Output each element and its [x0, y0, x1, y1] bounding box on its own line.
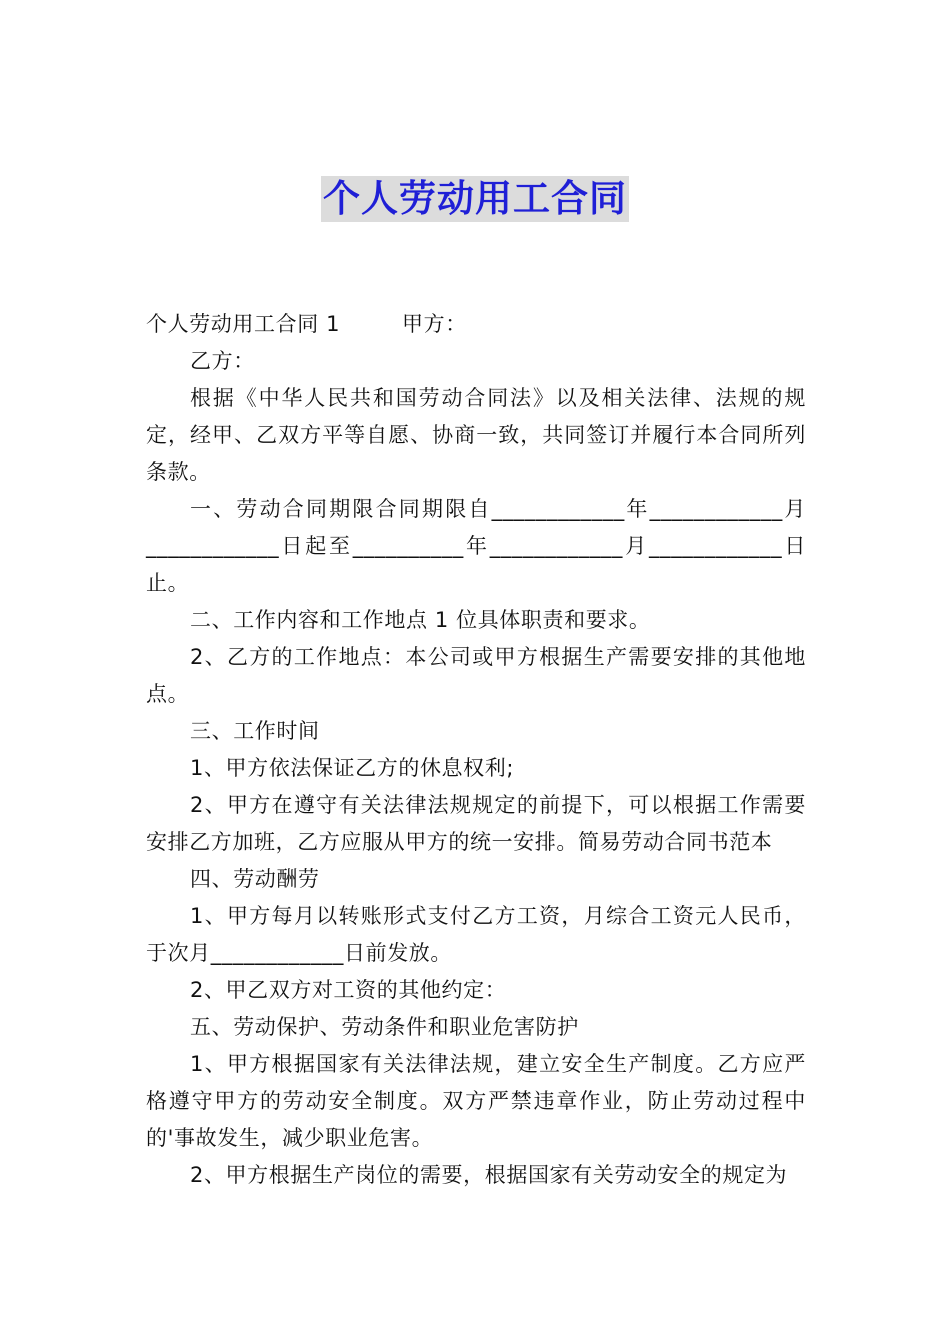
paragraph-section-three: 三、工作时间 [190, 719, 320, 743]
paragraph-party-b: 乙方： [190, 349, 255, 373]
paragraph-rest-rights: 1、甲方依法保证乙方的休息权利; [190, 756, 515, 780]
document-title: 个人劳动用工合同 [323, 177, 627, 220]
paragraph-work-content: 二、工作内容和工作地点 1 位具体职责和要求。 [190, 608, 651, 632]
document-body [146, 306, 806, 1194]
paragraph-protection: 2、甲方根据生产岗位的需要，根据国家有关劳动安全的规定为 [190, 1163, 788, 1187]
paragraph-heading-line [146, 306, 806, 343]
paragraph-section-five: 五、劳动保护、劳动条件和职业危害防护 [190, 1015, 579, 1039]
paragraph-salary-payment: 1、甲方每月以转账形式支付乙方工资，月综合工资元人民币，于次月____________日前发放。 [146, 904, 806, 965]
paragraph-overtime: 2、甲方在遵守有关法律法规规定的前提下，可以根据工作需要安排乙方加班，乙方应服从甲方的统一安排。简易劳动合同书范本 [146, 793, 806, 854]
paragraph-intro: 根据《中华人民共和国劳动合同法》以及相关法律、法规的规定，经甲、乙双方平等自愿、协商一致，共同签订并履行本合同所列条款。 [146, 386, 806, 484]
party-a-label: 甲方： [402, 312, 467, 336]
paragraph-salary-other: 2、甲乙双方对工资的其他约定： [190, 978, 507, 1002]
title-container [0, 176, 950, 222]
paragraph-work-location: 2、乙方的工作地点：本公司或甲方根据生产需要安排的其他地点。 [146, 645, 806, 706]
contract-heading-text: 个人劳动用工合同 1 [146, 312, 341, 336]
paragraph-term: 一、劳动合同期限合同期限自____________年____________月____________日起至__________年____________月____________日止。 [146, 497, 806, 595]
paragraph-safety-system: 1、甲方根据国家有关法律法规，建立安全生产制度。乙方应严格遵守甲方的劳动安全制度。双方严禁违章作业，防止劳动过程中的'事故发生，减少职业危害。 [146, 1052, 806, 1150]
paragraph-section-four: 四、劳动酬劳 [190, 867, 320, 891]
